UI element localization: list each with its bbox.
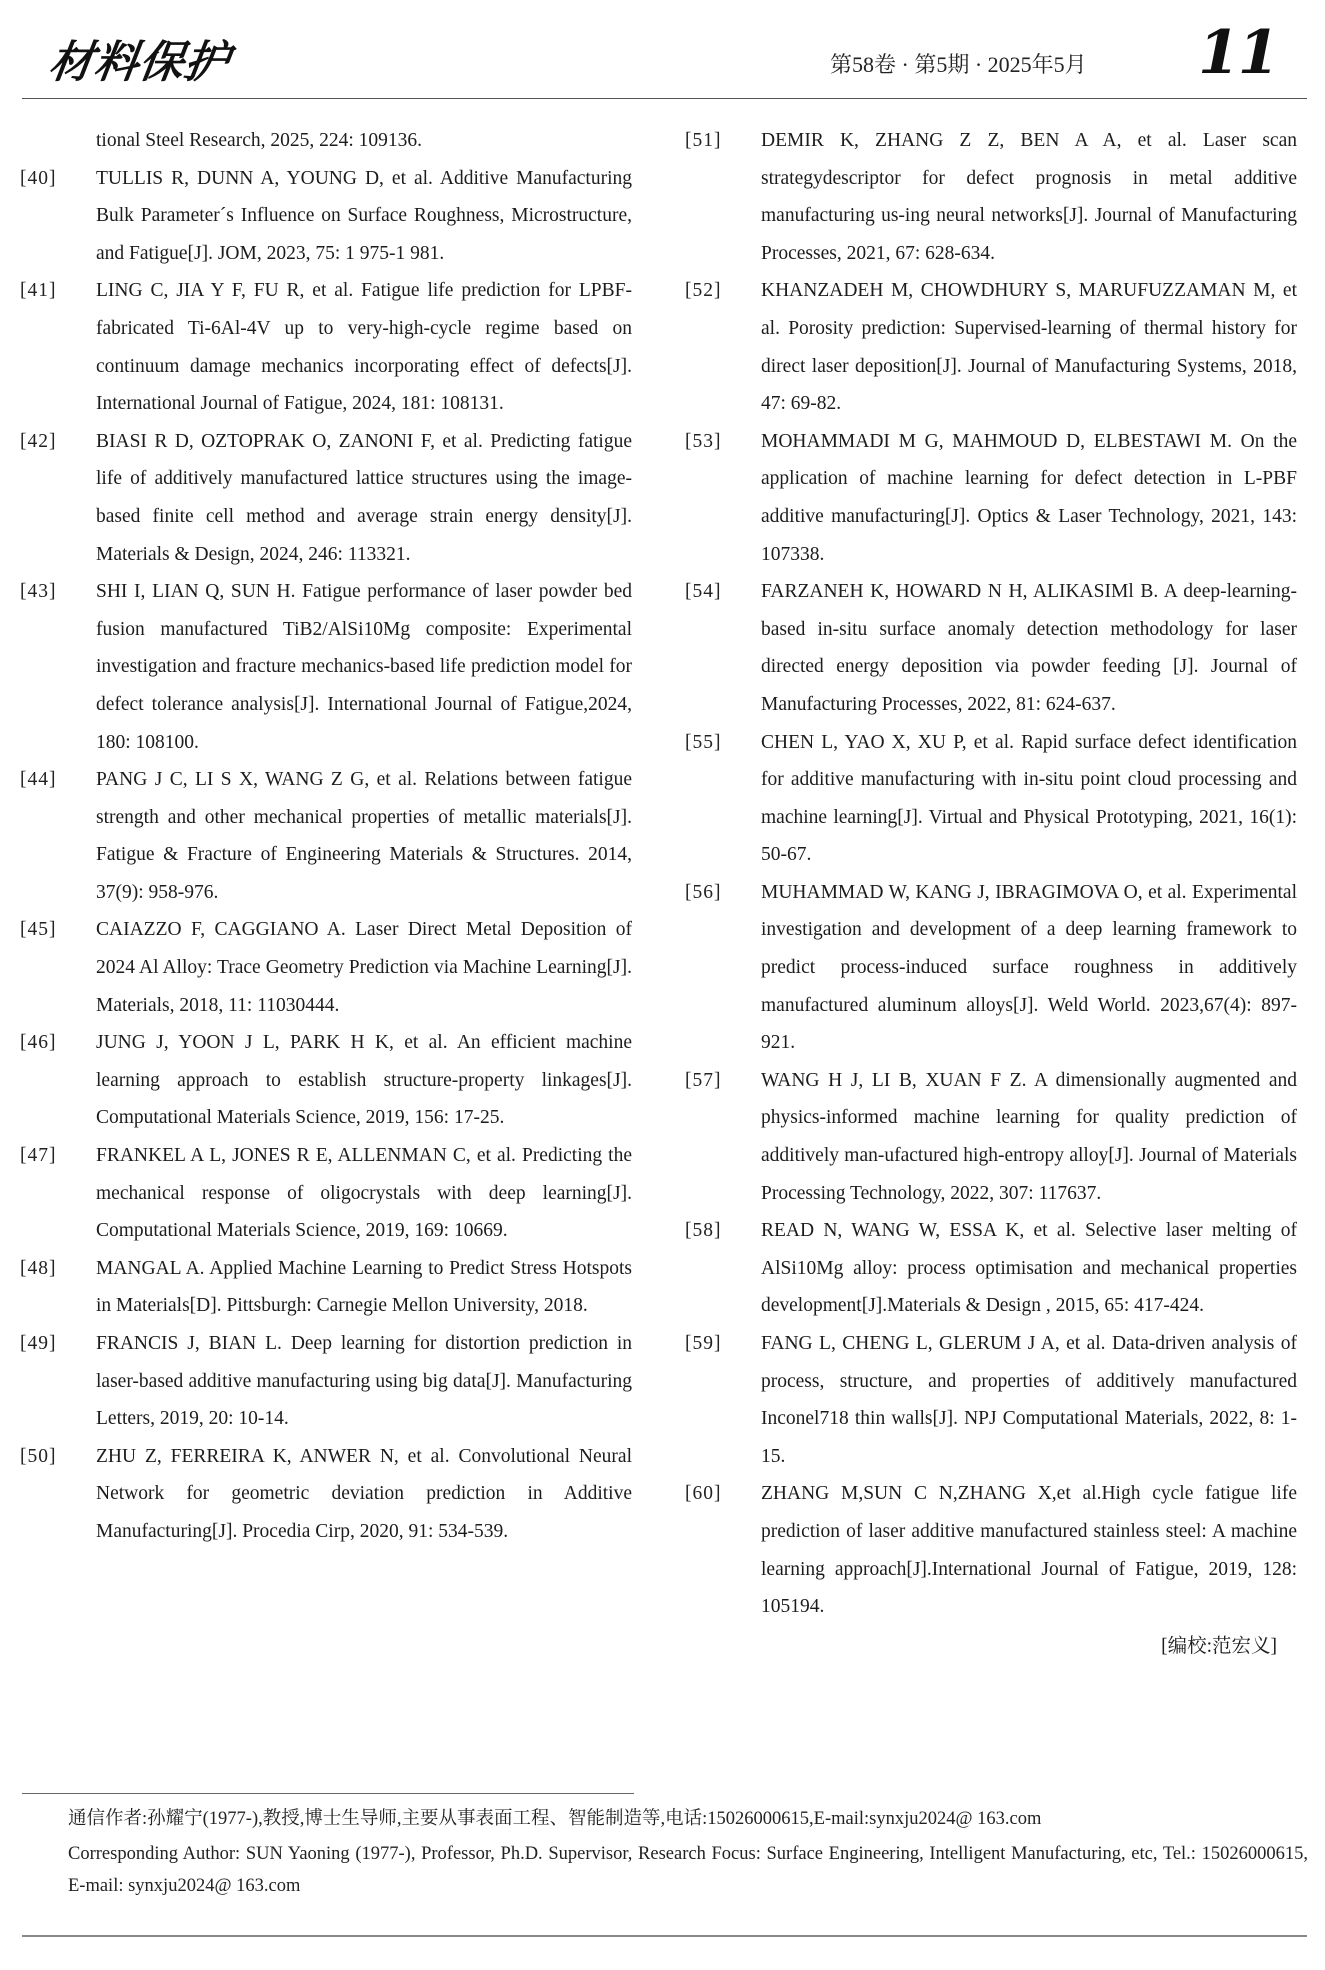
reference-text: MANGAL A. Applied Machine Learning to Predict Stress Hotspots in Materials[D]. Pittsburgh: Carnegie Mellon University, 2018. — [96, 1257, 632, 1317]
reference-text: MUHAMMAD W, KANG J, IBRAGIMOVA O, et al. Experimental investigation and development of a deep learning framework to predict process-induced surface roughness in additively manufactured aluminum alloys[J]. Weld World. 2023,67(4): 897-921. — [761, 881, 1297, 1054]
reference-entry — [685, 122, 1297, 272]
reference-text: FARZANEH K, HOWARD N H, ALIKASIMl B. A deep-learning-based in-situ surface anomaly detection methodology for laser directed energy deposition via powder feeding [J]. Journal of Manufacturing Processes, 2022, 81: 624-637. — [761, 581, 1297, 715]
reference-entry — [20, 122, 632, 160]
reference-entry — [685, 1475, 1297, 1625]
references-left-column — [20, 122, 632, 1551]
reference-number: [51] — [685, 130, 722, 151]
reference-text: FRANKEL A L, JONES R E, ALLENMAN C, et al. Predicting the mechanical response of oligocrystals with deep learning[J]. Computational Materials Science, 2019, 169: 10669. — [96, 1145, 632, 1242]
reference-number: [58] — [685, 1220, 722, 1242]
reference-number: [52] — [685, 280, 722, 302]
reference-number: [56] — [685, 881, 722, 903]
reference-number: [41] — [20, 280, 57, 302]
reference-entry — [685, 724, 1297, 874]
reference-text: tional Steel Research, 2025, 224: 109136. — [96, 130, 423, 151]
reference-text: KHANZADEH M, CHOWDHURY S, MARUFUZZAMAN M, et al. Porosity prediction: Supervised-learning of thermal history for direct laser deposition[J]. Journal of Manufacturing Systems, 2018, 47: 69-82. — [761, 280, 1297, 415]
journal-logo: 材料保护 — [45, 37, 233, 88]
reference-number: [53] — [685, 430, 722, 452]
reference-number: [60] — [685, 1483, 722, 1505]
reference-number: [44] — [20, 769, 57, 791]
reference-text: ZHANG M,SUN C N,ZHANG X,et al.High cycle fatigue life prediction of laser additive manufactured stainless steel: A machine learning approach[J].International Journal of Fatigue, 2019, 128: 105194. — [761, 1483, 1297, 1618]
reference-number: [50] — [20, 1445, 57, 1467]
reference-text: TULLIS R, DUNN A, YOUNG D, et al. Additive Manufacturing Bulk Parameter´s Influence on Surface Roughness, Microstructure, and Fatigue[J]. JOM, 2023, 75: 1 975-1 981. — [96, 167, 632, 264]
reference-entry — [20, 1137, 632, 1250]
reference-entry — [685, 1062, 1297, 1212]
page-number: 11 — [1198, 18, 1278, 88]
reference-number: [47] — [20, 1145, 57, 1167]
reference-number: [55] — [685, 731, 722, 753]
bottom-divider — [22, 1935, 1307, 1937]
reference-entry — [20, 1325, 632, 1438]
reference-text: WANG H J, LI B, XUAN F Z. A dimensionally augmented and physics-informed machine learning for quality prediction of additively man-ufactured high-entropy alloy[J]. Journal of Materials Processing Technology, 2022, 307: 117637. — [761, 1069, 1297, 1204]
reference-number: [54] — [685, 581, 722, 603]
reference-entry — [20, 272, 632, 422]
reference-text: MOHAMMADI M G, MAHMOUD D, ELBESTAWI M. On the application of machine learning for defect detection in L-PBF additive manufacturing[J]. Optics & Laser Technology, 2021, 143: 107338. — [761, 430, 1297, 565]
reference-entry — [20, 1438, 632, 1551]
reference-entry — [685, 423, 1297, 573]
reference-entry — [20, 761, 632, 911]
reference-entry — [20, 573, 632, 761]
footnote-divider — [22, 1793, 634, 1794]
page-header — [0, 0, 1325, 110]
reference-text: PANG J C, LI S X, WANG Z G, et al. Relations between fatigue strength and other mechanical properties of metallic materials[J]. Fatigue & Fracture of Engineering Materials & Structures. 2014, 37(9): 958-976. — [96, 769, 632, 903]
reference-text: READ N, WANG W, ESSA K, et al. Selective laser melting of AlSi10Mg alloy: process optimisation and mechanical properties development[J].Materials & Design , 2015, 65: 417-424. — [761, 1220, 1297, 1317]
reference-text: DEMIR K, ZHANG Z Z, BEN A A, et al. Laser scan strategydescriptor for defect prognosis in metal additive manufacturing us-ing neural networks[J]. Journal of Manufacturing Processes, 2021, 67: 628-634. — [761, 130, 1297, 264]
reference-number: [59] — [685, 1333, 722, 1354]
reference-number: [40] — [20, 167, 57, 189]
reference-text: LING C, JIA Y F, FU R, et al. Fatigue life prediction for LPBF-fabricated Ti-6Al-4V up to very-high-cycle regime based on continuum damage mechanics incorporating effect of defects[J]. International Journal of Fatigue, 2024, 181: 108131. — [96, 280, 632, 415]
reference-text: JUNG J, YOON J L, PARK H K, et al. An efficient machine learning approach to establish structure-property linkages[J]. Computational Materials Science, 2019, 156: 17-25. — [96, 1032, 632, 1129]
footnote-english: Corresponding Author: SUN Yaoning (1977-), Professor, Ph.D. Supervisor, Research Focus: Surface Engineering, Intelligent Manufacturing, etc, Tel.: 15026000615, E-mail: synxju2024@ 163.com — [68, 1844, 1308, 1896]
reference-number: [45] — [20, 919, 57, 941]
reference-entry — [685, 272, 1297, 422]
reference-number — [20, 122, 96, 160]
reference-text: FRANCIS J, BIAN L. Deep learning for distortion prediction in laser-based additive manufacturing using big data[J]. Manufacturing Letters, 2019, 20: 10-14. — [96, 1333, 632, 1430]
editor-note: [编校:范宏义] — [1161, 1635, 1277, 1657]
reference-entry — [20, 911, 632, 1024]
reference-entry — [685, 573, 1297, 723]
reference-text: SHI I, LIAN Q, SUN H. Fatigue performance of laser powder bed fusion manufactured TiB2/AlSi10Mg composite: Experimental investigation and fracture mechanics-based life prediction model for defect tolerance analysis[J]. International Journal of Fatigue,2024, 180: 108100. — [96, 581, 632, 753]
reference-number: [46] — [20, 1032, 57, 1054]
reference-entry — [20, 1250, 632, 1325]
reference-number: [43] — [20, 581, 57, 603]
reference-entry — [20, 423, 632, 573]
reference-text: CHEN L, YAO X, XU P, et al. Rapid surface defect identification for additive manufacturing with in-situ point cloud processing and machine learning[J]. Virtual and Physical Prototyping, 2021, 16(1): 50-67. — [761, 731, 1297, 866]
reference-text: BIASI R D, OZTOPRAK O, ZANONI F, et al. Predicting fatigue life of additively manufactured lattice structures using the image-based finite cell method and average strain energy density[J]. Materials & Design, 2024, 246: 113321. — [96, 430, 632, 565]
reference-text: FANG L, CHENG L, GLERUM J A, et al. Data-driven analysis of process, structure, and properties of additively manufactured Inconel718 thin walls[J]. NPJ Computational Materials, 2022, 8: 1-15. — [761, 1333, 1297, 1467]
reference-text: CAIAZZO F, CAGGIANO A. Laser Direct Metal Deposition of 2024 Al Alloy: Trace Geometry Prediction via Machine Learning[J]. Materials, 2018, 11: 11030444. — [96, 919, 632, 1016]
issue-info: 第58卷 · 第5期 · 2025年5月 — [830, 52, 1087, 77]
reference-entry — [20, 1024, 632, 1137]
reference-entry — [685, 874, 1297, 1062]
reference-number: [57] — [685, 1069, 722, 1091]
reference-number: [49] — [20, 1333, 57, 1354]
reference-entry — [685, 1212, 1297, 1325]
header-divider — [22, 98, 1307, 99]
reference-entry — [685, 1325, 1297, 1475]
reference-number: [42] — [20, 430, 57, 452]
reference-number: [48] — [20, 1257, 57, 1279]
footnote-chinese: 通信作者:孙耀宁(1977-),教授,博士生导师,主要从事表面工程、智能制造等,电话:15026000615,E-mail:synxju2024@ 163.com — [68, 1809, 1042, 1829]
reference-entry — [20, 160, 632, 273]
reference-text: ZHU Z, FERREIRA K, ANWER N, et al. Convolutional Neural Network for geometric deviation prediction in Additive Manufacturing[J]. Procedia Cirp, 2020, 91: 534-539. — [96, 1445, 632, 1542]
references-right-column — [685, 122, 1297, 1665]
